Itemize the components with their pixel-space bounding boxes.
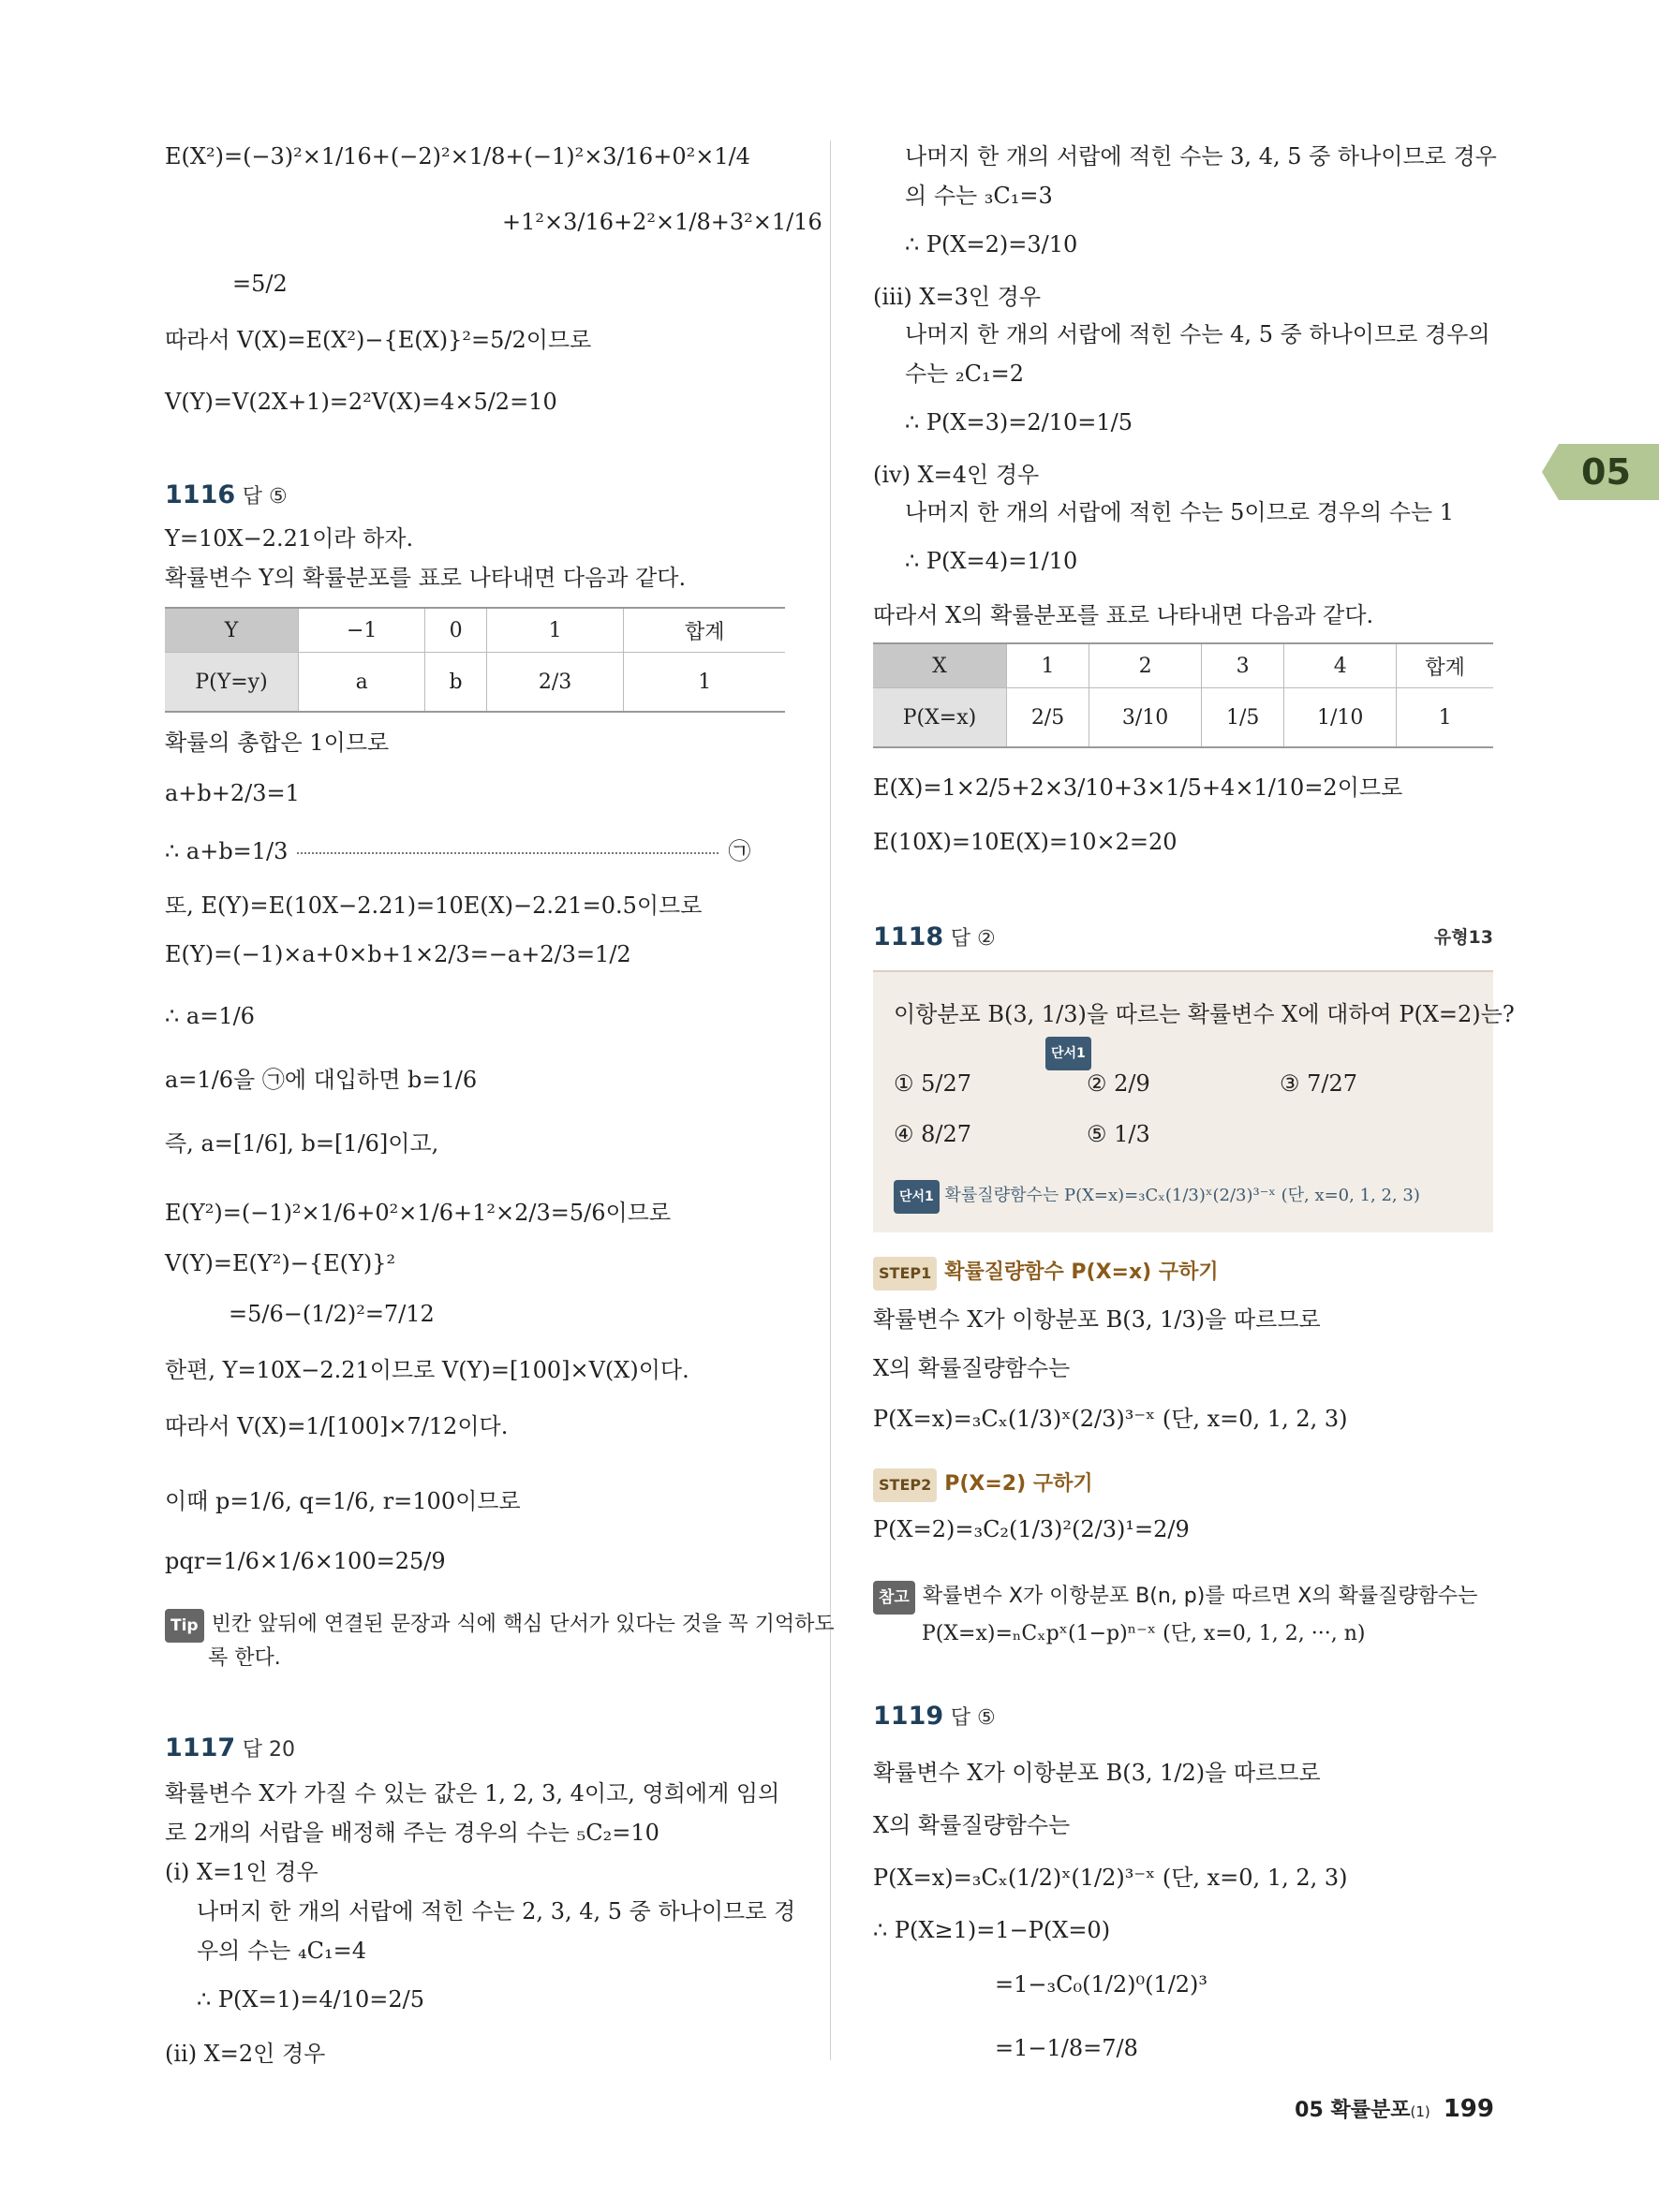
text-line: 의 수는 ₃C₁=3 (905, 183, 1053, 209)
page-footer (1295, 2094, 1494, 2123)
hint-marker (1045, 1034, 1091, 1070)
distribution-table-y (165, 607, 785, 713)
step-title: 확률질량함수 P(X=x) 구하기 (944, 1261, 1219, 1284)
text-line: E(Y²)=(−1)²×1/6+0²×1/6+1²×2/3=5/6이므로 (165, 1200, 672, 1226)
question-text: 이항분포 B(3, 1/3)을 따르는 확률변수 X에 대하여 P(X=2)는? (894, 1001, 1515, 1027)
choice: ⑤ 1/3 (1087, 1121, 1150, 1147)
text-line: P(X=x)=₃Cₓ(1/2)ˣ(1/2)³⁻ˣ (단, x=0, 1, 2, 3) (873, 1865, 1348, 1891)
text-line: (ⅱ) X=2인 경우 (165, 2041, 326, 2067)
problem-number: 1118 (873, 922, 944, 951)
problem-number: 1117 (165, 1733, 236, 1762)
text-line: E(Y)=(−1)×a+0×b+1×2/3=−a+2/3=1/2 (165, 941, 631, 967)
table-cell: 1 (624, 653, 785, 713)
text-line: ∴ P(X=1)=4/10=2/5 (197, 1986, 424, 2013)
text-line: 확률의 총합은 1이므로 (165, 730, 390, 756)
text-line: (ⅳ) X=4인 경우 (873, 462, 1040, 488)
step-badge: STEP2 (873, 1468, 937, 1502)
step-badge: STEP1 (873, 1257, 937, 1290)
text-line: ∴ a=1/6 (165, 1003, 255, 1029)
problem-1117-header (165, 1733, 295, 1766)
table-cell: a (299, 653, 425, 713)
chapter-badge: 05 (1559, 444, 1659, 500)
table-cell: 합계 (1397, 643, 1493, 688)
text-line: 이때 p=1/6, q=1/6, r=100이므로 (165, 1488, 521, 1514)
marker: ㉠ (728, 838, 751, 864)
table-cell: b (425, 653, 486, 713)
eq-vy: V(Y)=V(2X+1)=2²V(X)=4×5/2=10 (165, 389, 557, 415)
answer-label: 답 ② (950, 927, 996, 951)
hint-badge: 단서1 (1045, 1037, 1091, 1070)
text-line: V(Y)=E(Y²)−{E(Y)}² (165, 1250, 396, 1276)
choice: ① 5/27 (894, 1070, 972, 1097)
text-line: (ⅰ) X=1인 경우 (165, 1859, 318, 1885)
text-line: 확률변수 X가 이항분포 B(3, 1/3)을 따르므로 (873, 1306, 1321, 1333)
table-cell: 3 (1202, 643, 1284, 688)
table-cell: 2/3 (486, 653, 624, 713)
text-line-with-mark (165, 835, 785, 867)
choice: ④ 8/27 (894, 1121, 972, 1147)
table-cell: 1 (1397, 688, 1493, 748)
step-title: P(X=2) 구하기 (944, 1472, 1093, 1496)
text-line: a+b+2/3=1 (165, 780, 300, 806)
text-line: 나머지 한 개의 서랍에 적힌 수는 3, 4, 5 중 하나이므로 경우 (905, 143, 1497, 170)
distribution-table-x (873, 642, 1493, 748)
table-cell: Y (165, 608, 299, 653)
footer-chapter: 05 확률분포 (1295, 2099, 1411, 2122)
answer-label: 답 ⑤ (950, 1706, 996, 1730)
hint-text: 확률질량함수는 P(X=x)=₃Cₓ(1/3)ˣ(2/3)³⁻ˣ (단, x=0, 1, 2, 3) (944, 1186, 1420, 1205)
problem-number: 1119 (873, 1702, 944, 1731)
text-line: 확률변수 Y의 확률분포를 표로 나타내면 다음과 같다. (165, 565, 687, 591)
hint-line (894, 1180, 1420, 1214)
table-cell: 3/10 (1089, 688, 1202, 748)
reference-text: 확률변수 X가 이항분포 B(n, p)를 따르면 X의 확률질량함수는 (922, 1585, 1478, 1608)
reference-line (873, 1581, 1477, 1615)
text-line: 나머지 한 개의 서랍에 적힌 수는 2, 3, 4, 5 중 하나이므로 경 (197, 1898, 796, 1924)
eq-ex2-result: =5/2 (232, 271, 288, 297)
eq-ex2-cont: +1²×3/16+2²×1/8+3²×1/16 (502, 209, 822, 235)
text-line: =5/6−(1/2)²=7/12 (229, 1301, 435, 1327)
text-line: P(X=2)=₃C₂(1/3)²(2/3)¹=2/9 (873, 1516, 1190, 1542)
text-line: ∴ P(X=3)=2/10=1/5 (905, 409, 1133, 435)
table-cell: 4 (1284, 643, 1397, 688)
choice: ③ 7/27 (1280, 1070, 1358, 1097)
text-line: E(10X)=10E(X)=10×2=20 (873, 829, 1178, 855)
table-cell: 1 (1007, 643, 1089, 688)
text-line: 따라서 V(X)=1/[100]×7/12이다. (165, 1413, 509, 1439)
eq-ex2: E(X²)=(−3)²×1/16+(−2)²×1/8+(−1)²×3/16+0²×1/4 (165, 143, 750, 170)
text-line: P(X=x)=₃Cₓ(1/3)ˣ(2/3)³⁻ˣ (단, x=0, 1, 2, 3) (873, 1406, 1348, 1432)
table-cell: −1 (299, 608, 425, 653)
problem-1119-header (873, 1701, 996, 1734)
text-line: 또, E(Y)=E(10X−2.21)=10E(X)−2.21=0.5이므로 (165, 892, 703, 919)
reference-badge: 참고 (873, 1581, 915, 1615)
problem-number: 1116 (165, 480, 236, 509)
table-row (165, 653, 785, 713)
tip-text: 빈칸 앞뒤에 연결된 문장과 식에 핵심 단서가 있다는 것을 꼭 기억하도 (211, 1613, 835, 1636)
hint-badge: 단서1 (894, 1180, 940, 1214)
text-line: ∴ P(X=2)=3/10 (905, 231, 1078, 258)
question-box (873, 970, 1515, 1232)
choice: ② 2/9 (1087, 1070, 1150, 1097)
reference-formula: P(X=x)=ₙCₓpˣ(1−p)ⁿ⁻ˣ (단, x=0, 1, 2, ···, n) (922, 1622, 1366, 1645)
text-line: 우의 수는 ₄C₁=4 (197, 1938, 366, 1964)
text-line: 로 2개의 서랍을 배정해 주는 경우의 수는 ₅C₂=10 (165, 1820, 659, 1846)
problem-1116-header (165, 479, 288, 513)
type-label: 유형13 (1433, 927, 1493, 948)
answer-label: 답 20 (242, 1738, 296, 1762)
text-line: 수는 ₂C₁=2 (905, 361, 1024, 387)
table-cell: 합계 (624, 608, 785, 653)
table-cell: 0 (425, 608, 486, 653)
text-line: 따라서 X의 확률분포를 표로 나타내면 다음과 같다. (873, 602, 1374, 628)
step2-header (873, 1467, 1093, 1502)
text-line: a=1/6을 ㉠에 대입하면 b=1/6 (165, 1067, 478, 1093)
text-line: X의 확률질량함수는 (873, 1812, 1071, 1838)
table-cell: P(Y=y) (165, 653, 299, 713)
table-cell: 1/5 (1202, 688, 1284, 748)
text-line: 나머지 한 개의 서랍에 적힌 수는 5이므로 경우의 수는 1 (905, 499, 1455, 525)
table-row (873, 643, 1493, 688)
table-cell: 2 (1089, 643, 1202, 688)
text-line: 확률변수 X가 이항분포 B(3, 1/2)을 따르므로 (873, 1760, 1321, 1786)
text-line: 즉, a=[1/6], b=[1/6]이고, (165, 1130, 439, 1157)
tip-text-cont: 록 한다. (208, 1646, 281, 1670)
table-cell: 2/5 (1007, 688, 1089, 748)
text-line: E(X)=1×2/5+2×3/10+3×1/5+4×1/10=2이므로 (873, 774, 1403, 801)
text-line: 확률변수 X가 가질 수 있는 값은 1, 2, 3, 4이고, 영희에게 임의 (165, 1780, 780, 1806)
table-cell: X (873, 643, 1007, 688)
answer-label: 답 ⑤ (242, 485, 288, 509)
leader-dots (297, 852, 718, 854)
tip (165, 1609, 835, 1643)
table-cell: P(X=x) (873, 688, 1007, 748)
text-line: ∴ P(X≥1)=1−P(X=0) (873, 1917, 1111, 1943)
table-row (873, 688, 1493, 748)
text-line: =1−₃C₀(1/2)⁰(1/2)³ (995, 1971, 1208, 1998)
text-line: pqr=1/6×1/6×100=25/9 (165, 1548, 446, 1574)
column-divider (830, 140, 831, 2060)
step1-header (873, 1255, 1219, 1290)
text-line: ∴ P(X=4)=1/10 (905, 548, 1078, 574)
text-line: Y=10X−2.21이라 하자. (165, 525, 414, 552)
eq: ∴ a+b=1/3 (165, 838, 289, 864)
table-row (165, 608, 785, 653)
text-line: 나머지 한 개의 서랍에 적힌 수는 4, 5 중 하나이므로 경우의 (905, 321, 1490, 347)
page-number: 199 (1443, 2095, 1494, 2123)
text-line: 한편, Y=10X−2.21이므로 V(Y)=[100]×V(X)이다. (165, 1357, 689, 1383)
footer-sub: (1) (1410, 2103, 1430, 2120)
problem-1118-header (873, 922, 1493, 955)
table-cell: 1/10 (1284, 688, 1397, 748)
table-cell: 1 (486, 608, 624, 653)
text-line: =1−1/8=7/8 (995, 2035, 1138, 2061)
text-line: (ⅲ) X=3인 경우 (873, 284, 1042, 310)
tip-badge: Tip (165, 1609, 204, 1643)
text-line: X의 확률질량함수는 (873, 1355, 1071, 1381)
eq-vx: 따라서 V(X)=E(X²)−{E(X)}²=5/2이므로 (165, 327, 592, 353)
